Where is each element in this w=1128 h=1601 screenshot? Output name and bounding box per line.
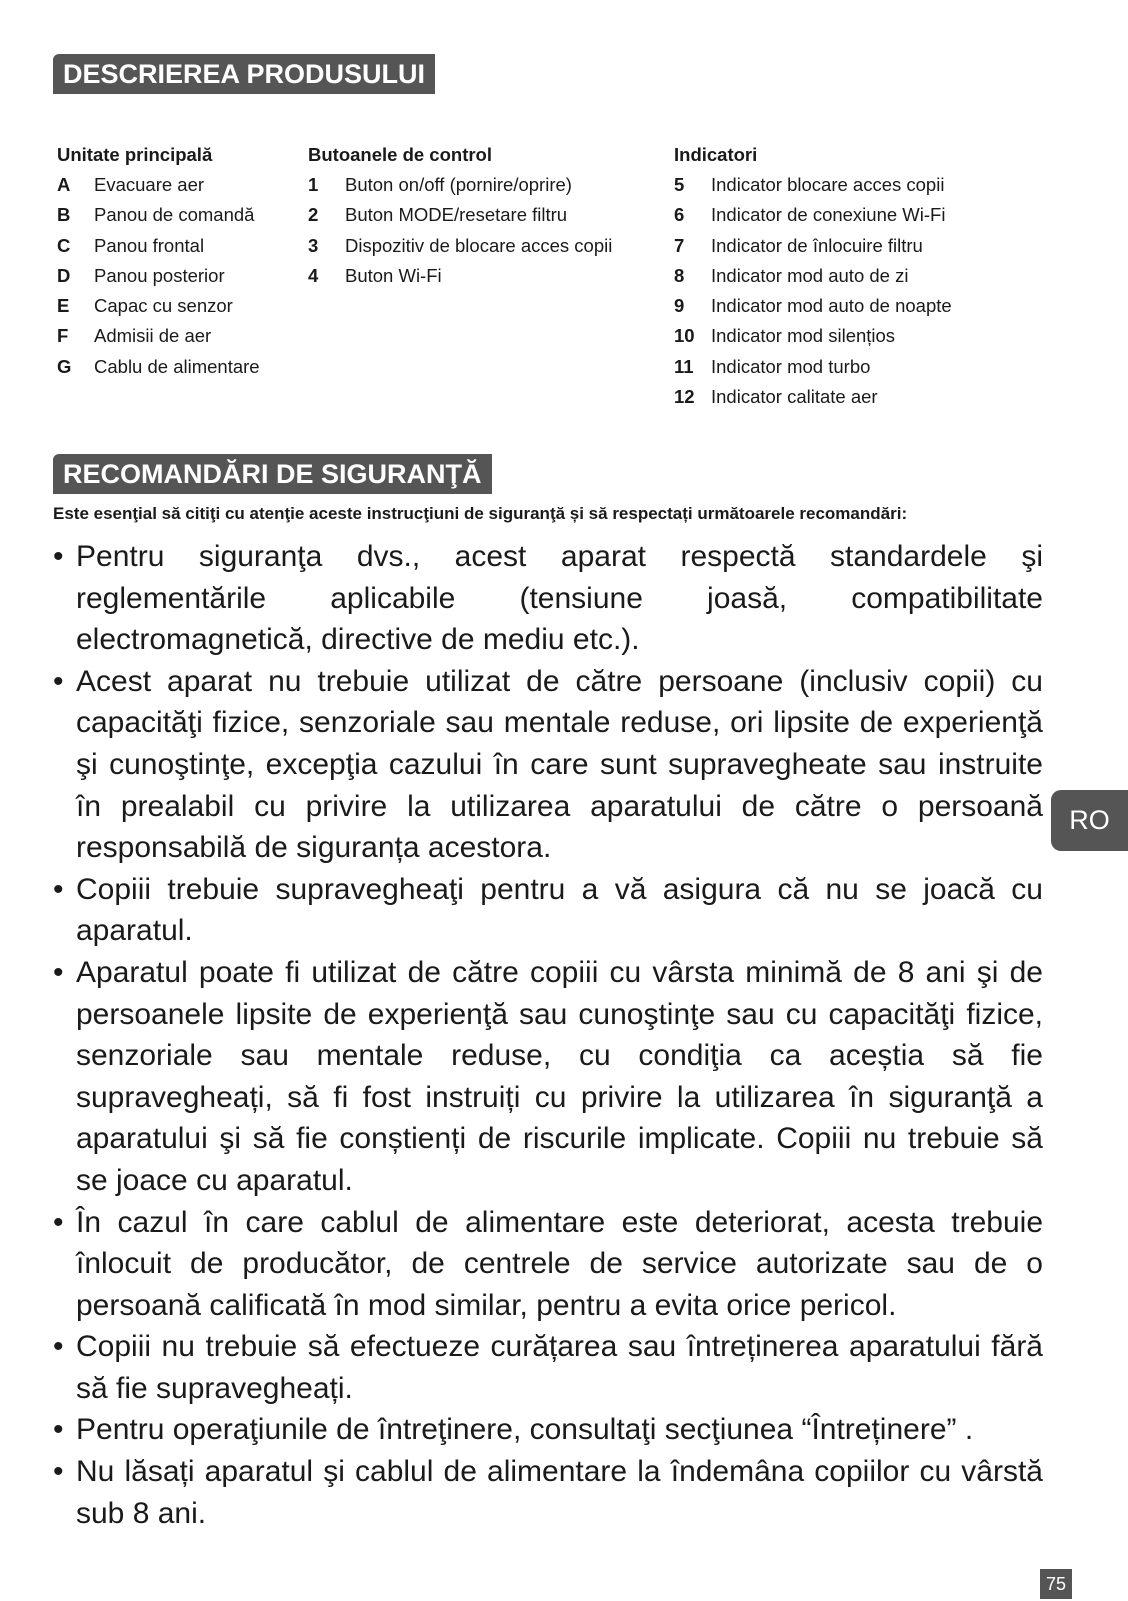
control-buttons-column bbox=[308, 139, 612, 291]
item-key: B bbox=[57, 204, 71, 226]
list-item bbox=[674, 291, 952, 321]
item-key: G bbox=[57, 355, 72, 377]
item-label: Indicator de conexiune Wi-Fi bbox=[711, 204, 946, 226]
list-item bbox=[308, 170, 612, 200]
item-label: Buton MODE/resetare filtru bbox=[345, 204, 568, 226]
item-label: Panou de comandă bbox=[94, 204, 255, 226]
item-key: 4 bbox=[308, 264, 319, 286]
list-item: • Copiii trebuie supravegheaţi pentru a vă asigura că nu se joacă cu aparatul. bbox=[53, 869, 1043, 952]
list-item bbox=[674, 352, 952, 382]
list-item bbox=[57, 352, 260, 382]
item-label: Indicator mod auto de noapte bbox=[711, 295, 952, 317]
list-item: • În cazul în care cablul de alimentare este deteriorat, acesta trebuie înlocuit de producător, de centrele de service autorizate sau de o persoană calificată în mod similar, pentru a evita orice pericol. bbox=[53, 1202, 1043, 1327]
list-item bbox=[674, 200, 952, 230]
item-key: 10 bbox=[674, 325, 695, 347]
item-key: 9 bbox=[674, 295, 685, 317]
list-item bbox=[57, 170, 260, 200]
list-item bbox=[308, 200, 612, 230]
item-label: Panou posterior bbox=[94, 264, 225, 286]
item-key: 8 bbox=[674, 264, 685, 286]
list-item bbox=[674, 231, 952, 261]
list-item: • Acest aparat nu trebuie utilizat de către persoane (inclusiv copii) cu capacităţi fizice, senzoriale sau mentale reduse, ori lipsite de experienţă şi cunoştinţe, excepţia cazului în care sunt supravegheate sau instruite în prealabil cu privire la utilizarea aparatului de către o persoană responsabilă de siguranța acestora. bbox=[53, 661, 1043, 869]
item-label: Indicator de înlocuire filtru bbox=[711, 234, 923, 256]
list-item bbox=[674, 382, 952, 412]
safety-recommendations-heading: RECOMANDĂRI DE SIGURANŢĂ bbox=[53, 454, 492, 494]
item-label: Indicator blocare acces copii bbox=[711, 174, 945, 195]
item-key: E bbox=[57, 295, 70, 317]
list-item bbox=[308, 231, 612, 261]
product-description-heading: DESCRIEREA PRODUSULUI bbox=[53, 54, 435, 94]
item-label: Evacuare aer bbox=[94, 174, 205, 195]
list-item bbox=[57, 291, 260, 321]
safety-intro-text: Este esenţial să citiţi cu atenţie aceste instrucţiuni de siguranţă și să respectați următoarele recomandări: bbox=[53, 504, 908, 523]
item-key: 7 bbox=[674, 234, 685, 256]
list-item: • Pentru siguranţa dvs., acest aparat respectă standardele şi reglementările aplicabile (tensiune joasă, compatibilitate electromagnetică, directive de mediu etc.). bbox=[53, 536, 1043, 661]
item-key: 5 bbox=[674, 174, 685, 195]
item-label: Buton on/off (pornire/oprire) bbox=[345, 174, 572, 195]
item-label: Dispozitiv de blocare acces copii bbox=[345, 234, 613, 256]
item-key: 11 bbox=[674, 355, 694, 377]
list-item bbox=[308, 261, 612, 291]
item-key: 6 bbox=[674, 204, 685, 226]
list-item bbox=[674, 170, 952, 200]
item-label: Indicator mod auto de zi bbox=[711, 264, 909, 286]
item-key: 1 bbox=[308, 174, 319, 195]
item-label: Buton Wi-Fi bbox=[345, 264, 442, 286]
list-item: • Nu lăsați aparatul şi cablul de alimentare la îndemâna copiilor cu vârstă sub 8 ani. bbox=[53, 1451, 1043, 1534]
main-unit-column bbox=[57, 139, 260, 382]
language-tab: RO bbox=[1051, 790, 1128, 851]
item-key: 2 bbox=[308, 204, 319, 226]
item-label: Indicator calitate aer bbox=[711, 386, 878, 408]
list-item: • Aparatul poate fi utilizat de către copiii cu vârsta minimă de 8 ani şi de persoanele lipsite de experienţă sau cunoştinţe sau cu capacităţi fizice, senzoriale sau mentale reduse, cu condiţia ca aceștia să fie supravegheați, să fi fost instruiți cu privire la utilizarea în siguranţă a aparatului şi să fie conștienți de riscurile implicate. Copiii nu trebuie să se joace cu aparatul. bbox=[53, 952, 1043, 1202]
item-label: Indicator mod silențios bbox=[711, 325, 896, 347]
item-key: D bbox=[57, 264, 71, 286]
item-label: Capac cu senzor bbox=[94, 295, 233, 317]
item-key: A bbox=[57, 174, 71, 195]
list-item: • Pentru operaţiunile de întreţinere, consultaţi secţiunea “Întreținere” . bbox=[53, 1409, 1043, 1451]
item-key: 12 bbox=[674, 386, 695, 408]
list-item bbox=[674, 321, 952, 351]
list-item bbox=[57, 321, 260, 351]
item-key: C bbox=[57, 234, 71, 256]
item-label: Cablu de alimentare bbox=[94, 355, 260, 377]
list-item bbox=[57, 261, 260, 291]
item-key: 3 bbox=[308, 234, 319, 256]
safety-bullet-list bbox=[53, 536, 1043, 1534]
column-title: Butoanele de control bbox=[308, 144, 492, 165]
item-label: Panou frontal bbox=[94, 234, 205, 256]
list-item bbox=[57, 200, 260, 230]
list-item: • Copiii nu trebuie să efectueze curățarea sau întreținerea aparatului fără să fie supravegheați. bbox=[53, 1326, 1043, 1409]
item-key: F bbox=[57, 325, 69, 347]
column-title: Unitate principală bbox=[57, 144, 213, 165]
column-title: Indicatori bbox=[674, 144, 758, 165]
list-item bbox=[674, 261, 952, 291]
list-item bbox=[57, 231, 260, 261]
indicators-column bbox=[674, 139, 952, 412]
item-label: Indicator mod turbo bbox=[711, 355, 871, 377]
item-label: Admisii de aer bbox=[94, 325, 212, 347]
page-number: 75 bbox=[1040, 1569, 1072, 1599]
